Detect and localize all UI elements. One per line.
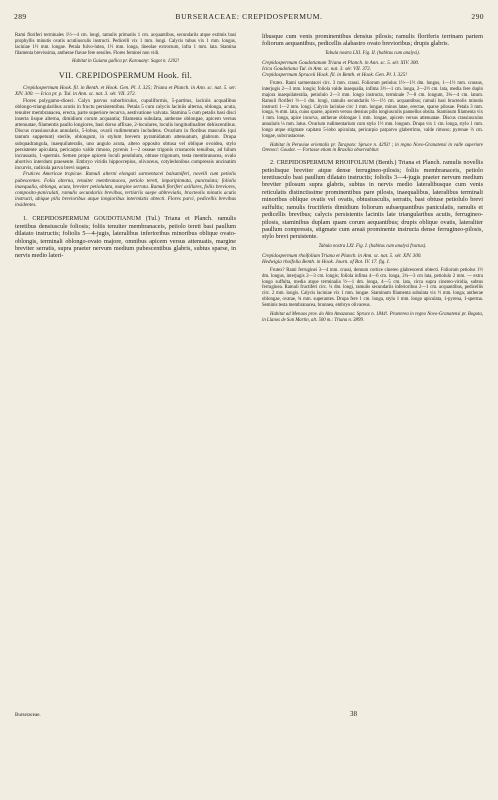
synonym-2a: Crepidospermum rhoifolium Triana et Planch. in Ann. sc. nat. 5. sér. XIV. 300.	[262, 252, 422, 259]
genus-habit: Frutices Americae tropicae. Ramuli alterni elongati sarmentacei balsamiferi, novelli cum petiolis pubescentes. Folia alterna, tenuiter membranacea, petiolo tereti, imparipinnata, punctulata; foliolis inaequalia, oblonga, acuta, breviter petiolulata, margine serrata. Ramuli floriferi axillares, foliis breviores, composito-paniculati, ramulis secundariis brevibus, tertiariis saepe abbreviatis, bracteolis minutis acutis instructi, ubique pilis brevioribus atque longioribus intermixtis obtecti. Flores parvi, pedicellis brevibus insidentes.	[15, 171, 236, 209]
species-1-diagnosis: 1. CREPIDOSPERMUM GOUDOTIANUM (Tul.) Triana et Planch. ramulis teretibus densiuscule foliosis; foliis tenuiter membranaceis, petiolo tereti basi paullum dilatato instructis; foliolis 5—4-jugis, lateralibus inferioribus minoribus oblique ovato-oblongis, terminali oblongo-ovato majore, omnibus apicem versus attenuatis, margine breviter serratis, supra praeter nervum medium pubescentibus glabris, subtus sparse, in nervis medio lateri-	[15, 215, 236, 260]
species-1-description: Frutex. Rami sarmentacei circ. 3 mm. crassi. Foliorum petiolus 1½—1½ dm. longus, 1—1½ mm. crassus, interjugis 2—3 mm. longis; foliola valde inaequalia, infima 3½—1 cm. longa, 2—2½ cm. lata, media fere duplo majora inaequilateralia, petiolulo 2—3 mm. longo instructa, terminale 7—8 cm. longum, 3¾—4 cm. latum. Ramuli floriferi ½—1 dm. longi, ramulis secundariis ½—1½ cm. acquantibus; ramuli basi bracteolis minutis instructi 1—2 mm. longi. Calycis laciniae circ 1 mm. longae, minus latae, erectae, sparse pilosae. Petala 3 mm. longa, ¾ mm. lata, cuius sparse, apicem versus densius pilis longiusculis pannellus obsita. Staminum filamenta vix 1 mm. longa, apice incurva, antherae oblongae 1 mm. longae, apicem versus attenuatae. Discus crassiusculus annularis ¼ mm. latus. Ovarium rudimentarium cum stylo 1½ mm. longum. Drupa vix 1 cm. longa, stylo 1 mm. longo atque stigmate capitato 5-lobo apiculata, pericarpio parparvo glaberrimo, valde rimoso; pyrenae ⅔ cm. longae, subcrustaceae.	[262, 81, 483, 139]
synonym-1c: Crepidospermum Spruceii Hook. fil. in Benth. et Hook. Gen. Pl. I. 325!	[262, 71, 407, 78]
footer-signature: Burseraceae.	[15, 713, 41, 718]
running-header	[14, 12, 484, 24]
habitat-species-1: Habitat in Peruviae orientalis pr. Tarapoto: Spruce n. 4293! ; in regno Novo-Granatensi in valle superiore Orenoci: Goudot. — Fortasse etiam in Brasilia observabitur.	[262, 142, 483, 154]
left-column	[15, 33, 236, 260]
species-2-diagnosis: 2. CREPIDOSPERMUM RHOIFOLIUM (Benth.) Triana et Planch. ramulis novellis petiolisque breviter atque dense ferrugineo-pilosis; foliis membranaceis, petiolo teretiusculo basi paullum dilatato instructis; foliolis 3—4-jugis praeter nervum medium breviter pilosum supra glabris, subtus in nervis medio lateralibusque cum venis reticulatis distinctissime prominentibus pare pilosis, inaequalibus, lateralibus terminali minoribus oblique ovatis vel ovatis, obtusiusculis, serratis, basi obtuse petiolulo brevi suffultis; ramulis fructiferis dimidium foliorum subaequantibus paniculatis, ramulis et pedicellis brevibus; calycis persistentis laciniis late triangularibus acutis, ferrugineo-pilosis, staminibus duplam quam corum aequantibus; drupis oblique ovatis, lateraliter paullum compressis, stigmate cum areaā prominente instructa dense ferrugineo-pilosis, stylo brevi persistente.	[262, 159, 483, 241]
right-column	[262, 33, 483, 323]
genus-heading: VII. CREPIDOSPERMUM Hook. fil.	[58, 71, 193, 81]
running-title: BURSERACEAE: CREPIDOSPERMUM.	[175, 12, 323, 21]
page-number-right: 290	[471, 12, 484, 21]
plate-reference-2: Tabula nostra LXI. Fig. I. (habitus cum analysi fructus).	[318, 243, 427, 249]
synonym-1b: Icica Goudotiana Tul. in Ann. sc. nat. 3. sér. VII. 372.	[262, 65, 372, 72]
synonym-2b: Hedwigia rhoifolia Benth. in Hook. Journ. of Bot. IV. 17. fig. I.	[262, 258, 390, 265]
footer-sheet-number: 38	[350, 710, 357, 718]
habitat-species-2: Habitat ad Menaos prov. do Alto Amazonas: Spruce n. 1844!. Praeterea in regno Novo-Granatensi pr. Bogota, in Llanos de San Martin, alt. 500 m.: Triana n. 3899.	[262, 311, 483, 323]
synonym-1a: Crepidospermum Goudotianum Triana et Planch. in Ann. sc. 5. sér. XIV. 300.	[262, 59, 420, 66]
species-1-continuation: libusque cum venis prominentibus densius pilosis; ramulis floriferis terrinam partem foliorum aequantibus, pedicellis alabastro ovato brevioribus; drupis glabris.	[262, 33, 483, 48]
page-number-left: 289	[14, 12, 27, 21]
habitat-note: Habitat in Guiana gallica pr. Karouany: Sagot n. 1202!	[72, 59, 179, 65]
species-2-description: Frutex? Rami ferruginei 3—4 mm. crassi, demum cortice cinereo glabrescenti obtecti. Foliorum petiolus 1½ dm. longus, interjugis 2—3 cm. longis; foliola infima 4—6 cm. longa, 2¼—3 cm lata, petiolulo 2 mm. — extra longo suffulta, media atque terminalia ½—1 dm. longa, 4—5 cm. lata, circa supra cinereo-viridia, subtus ferruginea. Ramuli fructiferi circ. ¼ dm. longi, ramulis secundariis inferioribus 2—1 cm. acquantibus, pedicellis circ. 2 mm. longis. Calycis laciniae vix 1 mm. longae. Staminum filamenta subulata vix ½ mm. longa; antherae oblongae, ovatae, ¾ mm. superantes. Drupa fere 1 cm. longa, stylo 1 mm. longo apiculata, 1-pyrena, 1-sperma. Seminis testa membranacea, brunnea, embryo olivaceus.	[262, 267, 483, 308]
genus-citation: Crepidospermum Hook. fil. in Benth. et Hook. Gen. Pl. I. 325; Triana et Planch. in Ann. sc. nat. 5. ser. XIV. 300. — Icica pr. p. Tul. in Ann. sc. nat. 3. sér. VII. 372.	[15, 85, 236, 98]
genus-description: Flores polygamo-dioeci. Calyx parvus suborbiculus, cupuliformis, 5-partitus, laciniis acquaIibus oblongo-triangularibus acutis in fructu persistentibus. Petala 5 cum calycis laciniis alterna, oblonga, acuta, tenuiter membranacea, erecta, parte superiore recurva, aestivatione valvata. Stamina 5 cum petalis basi disci inserta iisque alterna, dimidium corum acquantia; filamenta subulata, antherae oblongae, apicem versus attenuatae, filamentis paullo longiores, basi dorso affixae, 2-loculares, loculis longitudinaliter dehiscentibus. Discus crassiusculus annularis, 5-lobus, ovarii rudimentum includens. Ovarium in floribus masculis (qui tantum suppetunt) sterile, oblongum, in stylum brevem pyramidatum attenuatum, glabrum. Drupa subquadrangula, inaequilateralis, uno angulo acuta, altero opposito obtusa vel oblique ovoidea, stylo persistente apiculata, pericarpio valde rimoso, pyrenis 1—2 osseae trigonis crustaceis tenuibus, ad hilum incrassatis, 1-spermis. Semen prope apicem loculi pendulum, obtuse trigonum, testa membranacea, ovalo abortivo interdum praesente. Embryo viridis hippocrepius, olivaceus, cotyledonibus compressis uncinatim incurvis, radicula parva brevi supera.	[15, 97, 236, 172]
paragraph-flores: Rami floriferi terminales 1½—4 cm. longi, ramulis primariis 1 cm. acquantibus, secundariis atque extimis basi prophyllis minutis ovatis acutiiusculis instructi. Pedicelli vix 1 mm. longi. Calycis tubus vix 1 mm. longus, laciniae 1½ mm. longae. Petala fulvo-lutea, 1½ mm. longa, lineolae extrorsum, infra 1 mm. lata. Stamina filamenta brevissima, antherae flavae fere sessiles. Flores feminei non vidi.	[15, 33, 236, 56]
plate-reference-1: Tabula nostra LXI. Fig. II. (habitus cum analysi).	[325, 50, 420, 56]
